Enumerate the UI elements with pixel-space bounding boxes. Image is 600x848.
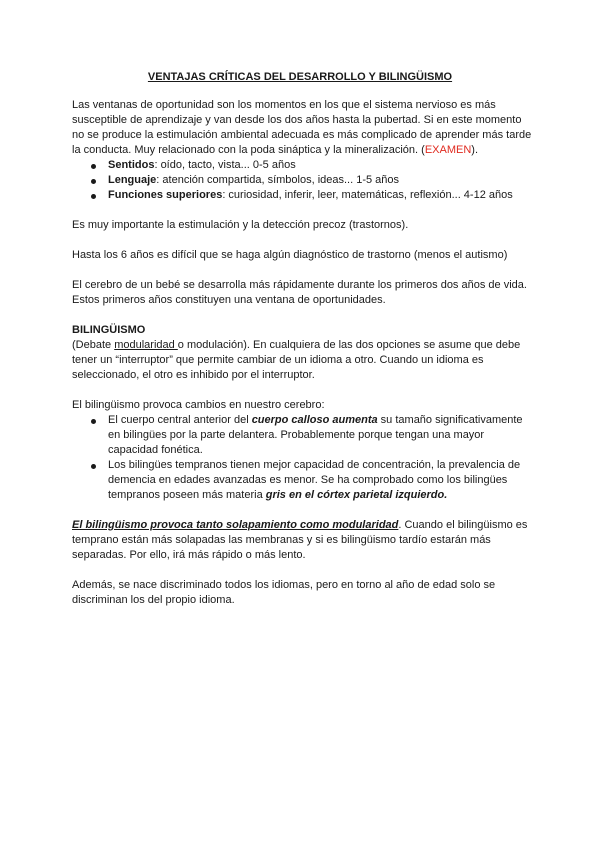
- list-item: [72, 173, 532, 188]
- window-desc: : atención compartida, símbolos, ideas... 1-5 años: [156, 174, 400, 186]
- page-title: VENTAJAS CRÍTICAS DEL DESARROLLO Y BILINGÜISMO: [147, 71, 453, 83]
- change-text: El cuerpo central anterior del: [108, 414, 252, 426]
- window-term: Lenguaje: [108, 174, 157, 186]
- solapamiento-highlight: El bilingüismo provoca tanto solapamiento como modularidad: [72, 519, 399, 531]
- debate-post: o modulación). En cualquiera de las dos opciones se asume que debe tener un “interruptor” que permite cambiar de un idioma a otro. Cuando un idioma es seleccionado, el otro es inhibido por el interruptor.: [72, 339, 521, 381]
- windows-list: [72, 158, 532, 203]
- list-item: [72, 158, 532, 173]
- window-term: Funciones superiores: [108, 189, 223, 201]
- changes-intro: El bilingüismo provoca cambios en nuestro cerebro:: [72, 399, 325, 411]
- final-paragraph: Además, se nace discriminado todos los idiomas, pero en torno al año de edad solo se discriminan los del propio idioma.: [72, 579, 496, 606]
- estimulacion-paragraph: Es muy importante la estimulación y la detección precoz (trastornos).: [72, 219, 409, 231]
- diagnostico-paragraph: Hasta los 6 años es difícil que se haga algún diagnóstico de trastorno (menos el autismo): [72, 249, 508, 261]
- change-highlight: gris en el córtex parietal izquierdo.: [265, 489, 448, 501]
- list-item: [72, 458, 532, 503]
- window-desc: : curiosidad, inferir, leer, matemáticas, reflexión... 4-12 años: [222, 189, 513, 201]
- solapamiento-paragraph: [72, 518, 532, 563]
- cerebro-paragraph: El cerebro de un bebé se desarrolla más rápidamente durante los primeros dos años de vida. Estos primeros años constituyen una ventana de oportunidades.: [72, 279, 527, 306]
- debate-underlined: modularidad: [114, 339, 178, 351]
- document-body: [72, 98, 532, 608]
- change-text: su tamaño significativamente en bilingües por la parte delantera. Probablemente porque tengan una mayor capacidad fonética.: [108, 414, 523, 456]
- section-heading: [72, 323, 532, 338]
- intro-paragraph: [72, 98, 532, 158]
- window-term: Sentidos: [108, 159, 155, 171]
- intro-close: ).: [471, 144, 479, 156]
- intro-text: Las ventanas de oportunidad son los momentos en los que el sistema nervioso es más susceptible de aprendizaje y van desde los dos años hasta la pubertad. Si en este momento no se produce la estimulación ambiental adecuada es más complicado de aprender más tarde la conducta. Muy relacionado con la poda sináptica y la mineralización. (: [72, 99, 532, 156]
- solapamiento-text: . Cuando el bilingüismo es temprano están más solapadas las membranas y si es bilingüismo tardío estarán más separadas. Por ello, irá más rápido o más lento.: [72, 519, 528, 561]
- list-item: [72, 413, 532, 458]
- list-item: [72, 188, 532, 203]
- window-desc: : oído, tacto, vista... 0-5 años: [154, 159, 296, 171]
- bilinguismo-heading: BILINGÜISMO: [72, 324, 146, 336]
- change-highlight: cuerpo calloso aumenta: [251, 414, 378, 426]
- change-text: Los bilingües tempranos tienen mejor capacidad de concentración, la prevalencia de demencia en edades avanzadas es menor. Se ha comprobado como los bilingües tempranos poseen más materia: [108, 459, 521, 501]
- debate-pre: (Debate: [72, 339, 115, 351]
- changes-list: [72, 413, 532, 503]
- exam-tag: EXAMEN: [424, 144, 472, 156]
- debate-paragraph: [72, 338, 532, 383]
